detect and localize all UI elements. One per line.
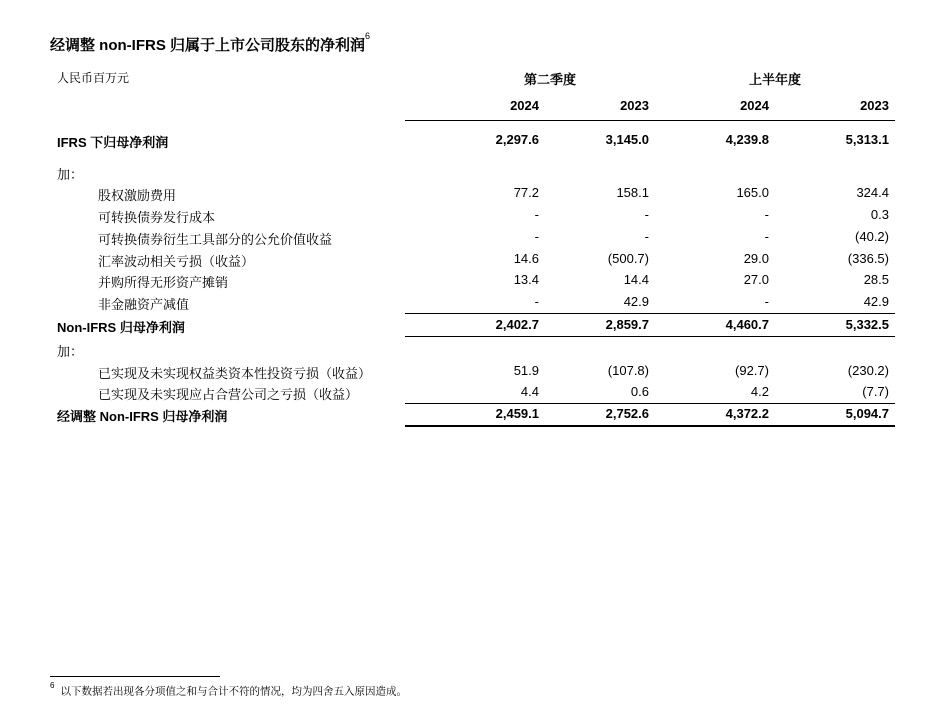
row-label: 股权激励费用 — [98, 188, 177, 203]
table-row-non-ifrs-net-profit — [0, 317, 941, 335]
cell-q2-2023: 3,145.0 — [605, 132, 649, 147]
row-label: 已实现及未实现权益类资本性投资亏损（收益） — [98, 366, 372, 381]
row-label: IFRS 下归母净利润 — [57, 135, 169, 150]
cell-h1-2023: 5,313.1 — [845, 132, 889, 147]
cell-h1-2023: 5,094.7 — [845, 406, 889, 421]
cell-h1-2024: - — [764, 294, 769, 309]
table-row-cb-derivative-fv-gain — [0, 229, 941, 247]
cell-h1-2024: 29.0 — [743, 251, 769, 266]
cell-q2-2023: (500.7) — [607, 251, 649, 266]
cell-q2-2023: 158.1 — [616, 185, 649, 200]
cell-h1-2024: - — [764, 229, 769, 244]
table-row-cb-issuance-cost — [0, 207, 941, 225]
cell-q2-2024: 2,459.1 — [495, 406, 539, 421]
subtotal-top-rule — [405, 313, 895, 314]
table-row-ifrs-net-profit — [0, 132, 941, 150]
table-row-intangible-amortization — [0, 272, 941, 290]
cell-q2-2024: 77.2 — [513, 185, 539, 200]
cell-q2-2024: - — [534, 229, 539, 244]
row-label: 汇率波动相关亏损（收益） — [98, 254, 255, 269]
cell-q2-2024: - — [534, 294, 539, 309]
page-title-text: 经调整 non-IFRS 归属于上市公司股东的净利润 — [50, 37, 365, 54]
group-header-h1: 上半年度 — [748, 72, 801, 87]
cell-h1-2023: 5,332.5 — [845, 317, 889, 332]
cell-h1-2023: 324.4 — [856, 185, 889, 200]
cell-q2-2023: 42.9 — [623, 294, 649, 309]
cell-h1-2023: (336.5) — [847, 251, 889, 266]
cell-q2-2023: 2,752.6 — [605, 406, 649, 421]
year-header-q2-2024: 2024 — [510, 98, 539, 113]
cell-q2-2024: 2,402.7 — [495, 317, 539, 332]
cell-h1-2024: 4,372.2 — [725, 406, 769, 421]
cell-h1-2024: - — [764, 207, 769, 222]
total-bottom-rule — [405, 425, 895, 427]
footnote-text: 以下数据若出现各分项值之和与合计不符的情况，均为四舍五入原因造成。 — [60, 685, 407, 698]
unit-label: 人民币百万元 — [57, 71, 130, 85]
group-header-q2: 第二季度 — [523, 72, 576, 87]
total-top-rule — [405, 403, 895, 404]
cell-h1-2023: 42.9 — [863, 294, 889, 309]
row-label: 可转换债券发行成本 — [98, 210, 216, 225]
cell-q2-2024: 4.4 — [520, 384, 539, 399]
cell-q2-2023: 0.6 — [630, 384, 649, 399]
cell-h1-2024: (92.7) — [735, 363, 769, 378]
cell-h1-2023: 28.5 — [863, 272, 889, 287]
cell-q2-2024: 2,297.6 — [495, 132, 539, 147]
subtotal-bottom-rule — [405, 336, 895, 337]
footnote — [50, 683, 407, 699]
cell-h1-2023: (7.7) — [862, 384, 889, 399]
row-label: 已实现及未实现应占合营公司之亏损（收益） — [98, 387, 359, 402]
year-header-q2-2023: 2023 — [620, 98, 649, 113]
table-row-add-label — [0, 164, 941, 182]
cell-h1-2024: 4.2 — [750, 384, 769, 399]
cell-h1-2024: 27.0 — [743, 272, 769, 287]
table-row-adjusted-non-ifrs-net-profit — [0, 406, 941, 424]
header-rule — [405, 120, 895, 121]
table-row-fx-loss — [0, 251, 941, 269]
cell-q2-2023: - — [644, 229, 649, 244]
cell-q2-2023: (107.8) — [607, 363, 649, 378]
footnote-marker: 6 — [50, 681, 55, 690]
row-label: 加： — [57, 167, 84, 182]
table-row-jv-share-loss — [0, 384, 941, 402]
row-label: 可转换债券衍生工具部分的公允价值收益 — [98, 232, 333, 247]
table-row-equity-investment-loss — [0, 363, 941, 381]
year-header-h1-2023: 2023 — [860, 98, 889, 113]
cell-q2-2023: 2,859.7 — [605, 317, 649, 332]
cell-q2-2023: - — [644, 207, 649, 222]
cell-q2-2024: - — [534, 207, 539, 222]
row-label: 非金融资产减值 — [98, 297, 190, 312]
cell-q2-2024: 13.4 — [513, 272, 539, 287]
table-row-share-comp — [0, 185, 941, 203]
cell-h1-2023: (230.2) — [847, 363, 889, 378]
cell-h1-2023: 0.3 — [870, 207, 889, 222]
year-header-h1-2024: 2024 — [740, 98, 769, 113]
title-footnote-ref: 6 — [365, 31, 371, 41]
cell-h1-2023: (40.2) — [855, 229, 889, 244]
cell-q2-2024: 51.9 — [513, 363, 539, 378]
row-label: Non-IFRS 归母净利润 — [57, 320, 185, 335]
footnote-rule — [50, 676, 220, 677]
row-label: 经调整 Non-IFRS 归母净利润 — [57, 409, 228, 424]
row-label: 加： — [57, 344, 84, 359]
cell-h1-2024: 4,239.8 — [725, 132, 769, 147]
table-row-non-financial-impairment — [0, 294, 941, 312]
cell-q2-2024: 14.6 — [513, 251, 539, 266]
table-row-add-label-2 — [0, 341, 941, 359]
cell-q2-2023: 14.4 — [623, 272, 649, 287]
cell-h1-2024: 4,460.7 — [725, 317, 769, 332]
row-label: 并购所得无形资产摊销 — [98, 275, 229, 290]
page-title — [50, 31, 371, 55]
cell-h1-2024: 165.0 — [736, 185, 769, 200]
